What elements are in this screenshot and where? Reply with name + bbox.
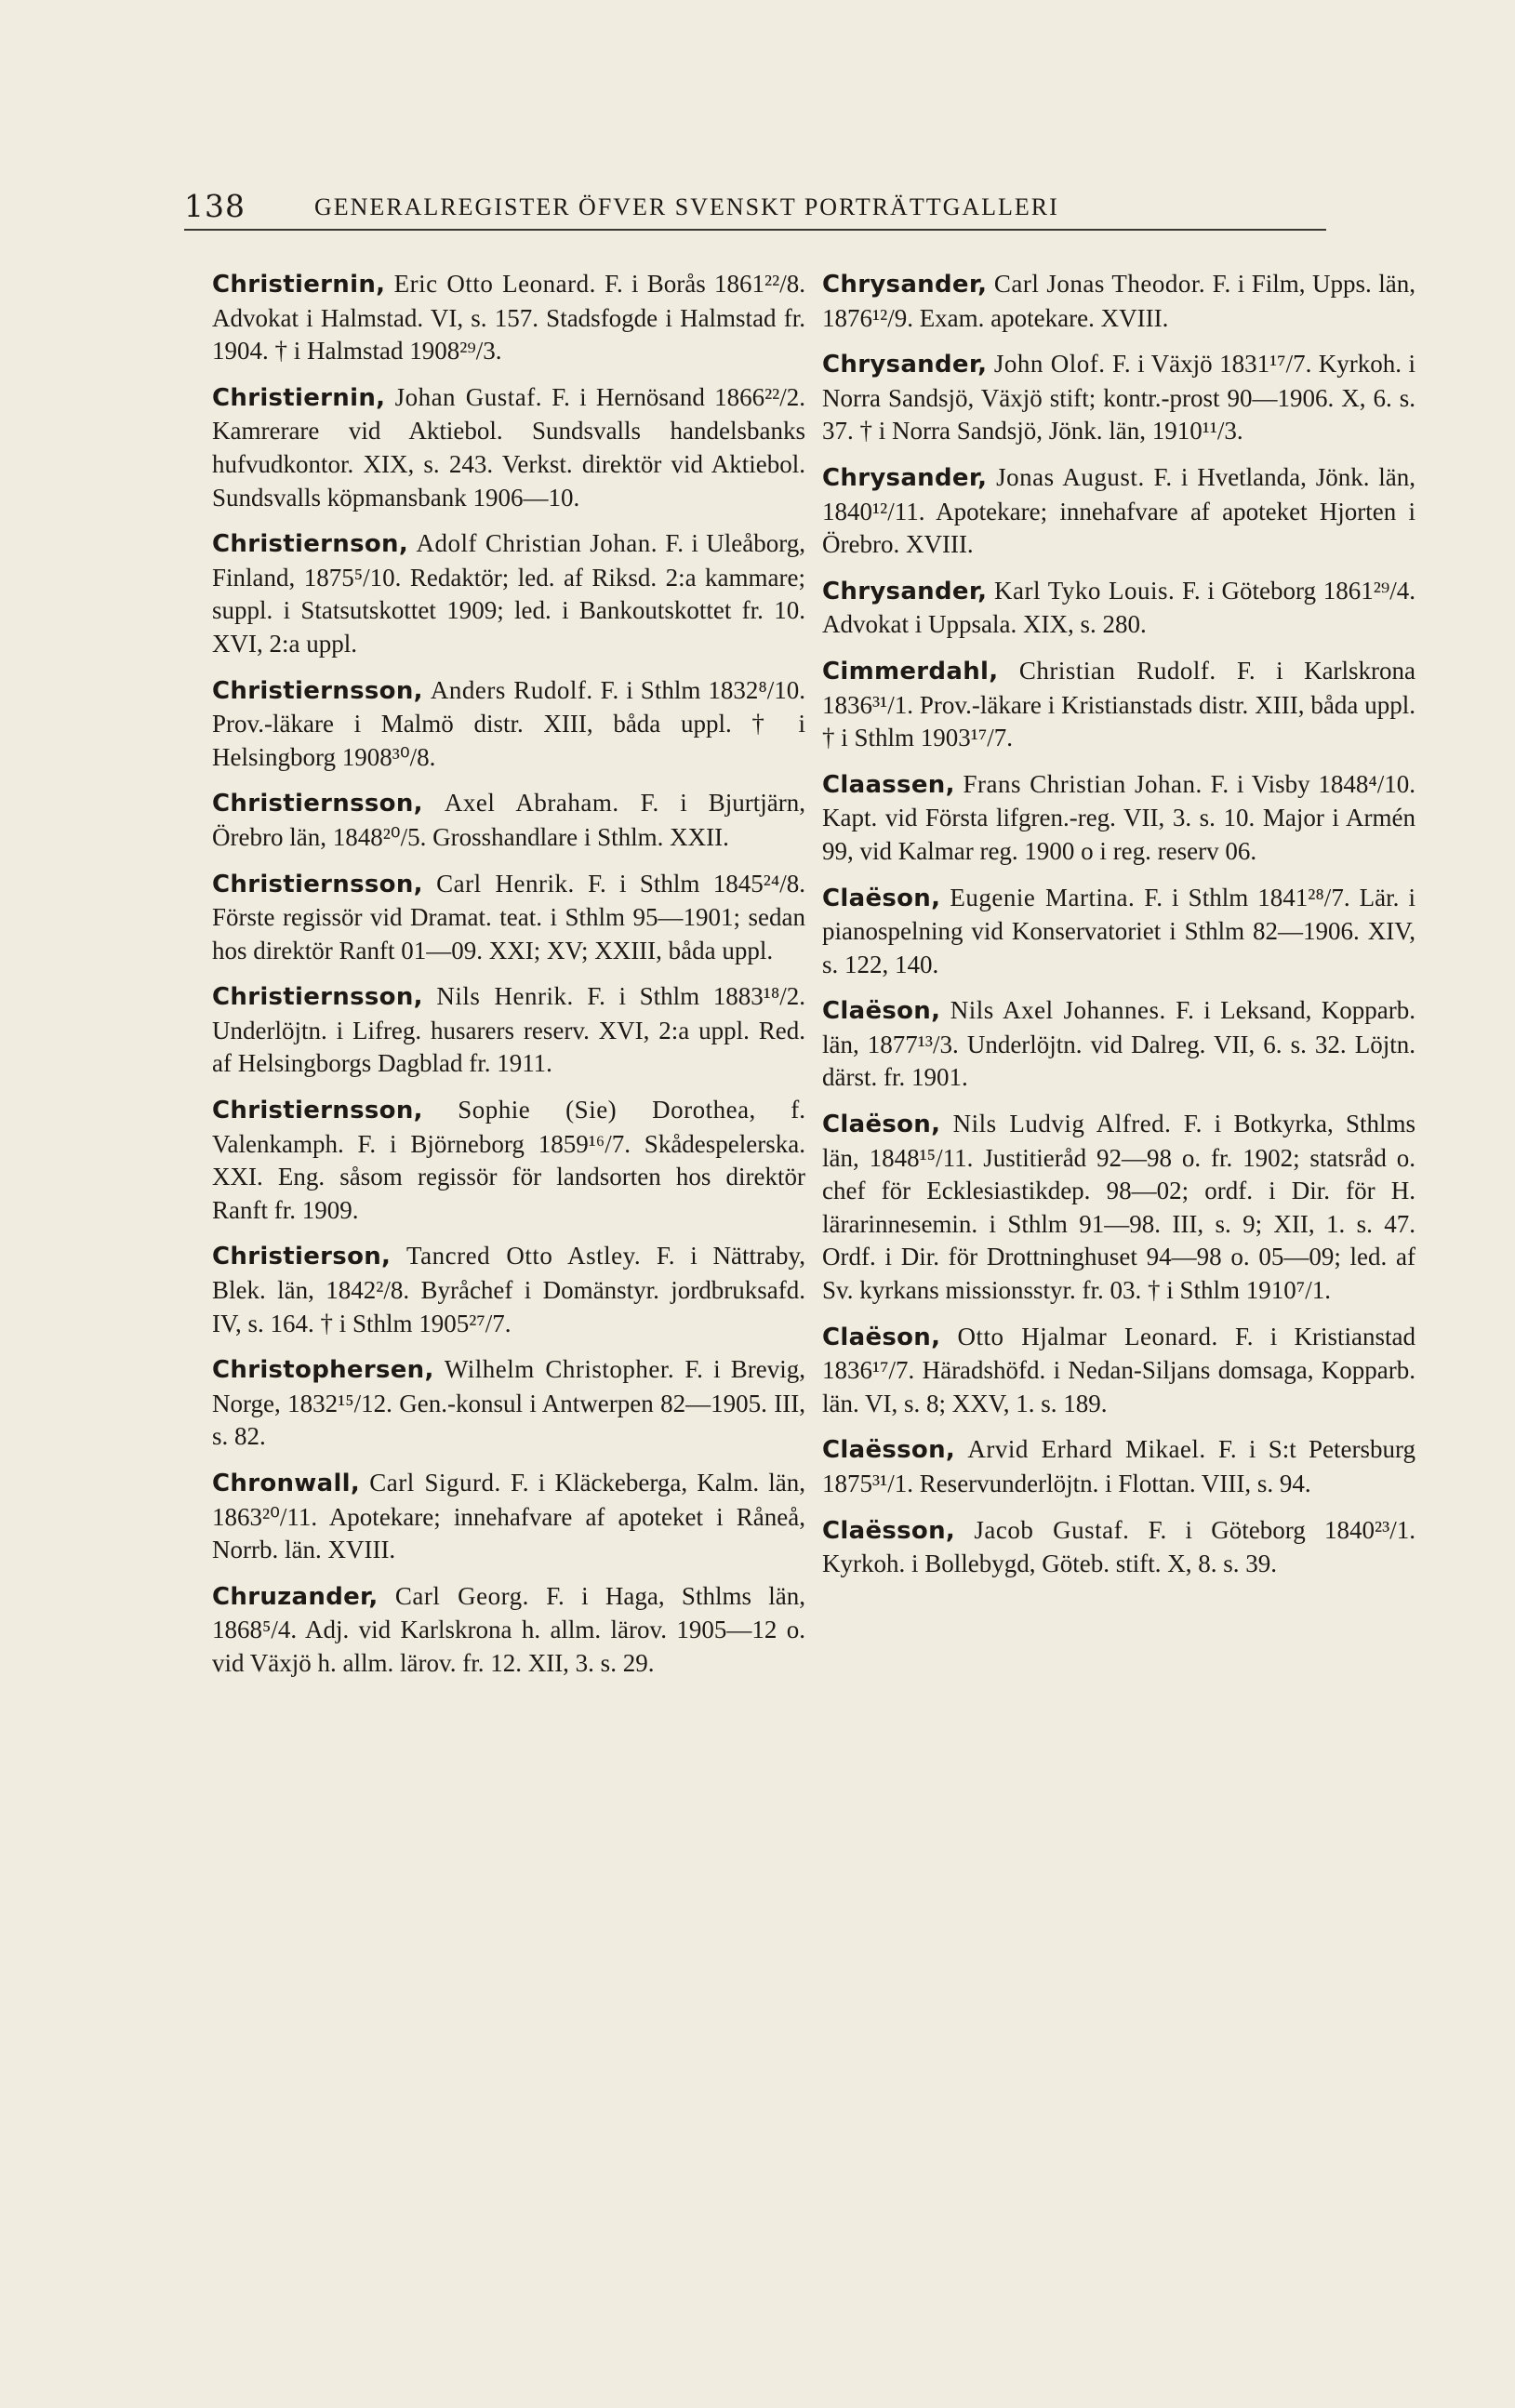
entry-details: F. i Bjurtjärn, Örebro län, 1848²⁰/5. Grosshandlare i Sthlm. XXII.	[212, 789, 806, 851]
right-column	[822, 268, 1415, 1594]
entry-surname: Christiernsson,	[212, 790, 423, 818]
entry-surname: Christiernsson,	[212, 983, 423, 1012]
register-entry	[212, 1094, 805, 1227]
register-entry	[212, 1353, 805, 1454]
entry-given-names: Tancred Otto Astley.	[406, 1242, 642, 1271]
entry-given-names: Axel Abraham.	[444, 789, 619, 818]
entry-given-names: Arvid Erhard Mikael.	[967, 1435, 1206, 1464]
entry-given-names: Carl Henrik.	[436, 869, 575, 898]
entry-surname: Cimmerdahl,	[822, 657, 999, 685]
entry-surname: Christiernsson,	[212, 676, 423, 705]
register-entry	[822, 994, 1415, 1095]
entry-given-names: Sophie (Sie) Dorothea,	[458, 1096, 756, 1124]
register-entry	[822, 655, 1415, 755]
entry-surname: Christierson,	[212, 1243, 392, 1271]
register-entry	[212, 1240, 805, 1340]
register-entry	[212, 1580, 805, 1681]
entry-given-names: Johan Gustaf.	[394, 382, 543, 411]
entry-details: F. i Film, Upps. län, 1876¹²/9. Exam. apotekare. XVIII.	[822, 270, 1416, 332]
entry-surname: Chrysander,	[822, 351, 988, 379]
entry-surname: Claësson,	[822, 1516, 956, 1545]
entry-details: F. i Sthlm 1832⁸/10. Prov.-läkare i Malmö distr. XIII, båda uppl. † i Helsingborg 1908³⁰/8.	[212, 675, 806, 771]
register-entry	[822, 1321, 1415, 1421]
left-column	[212, 268, 805, 1694]
entry-details: F. i Sthlm 1883¹⁸/2. Underlöjtn. i Lifreg. husarers reserv. XVI, 2:a uppl. Red. af Helsingborgs Dagblad fr. 1911.	[212, 982, 805, 1078]
entry-details: F. i Göteborg 1861²⁹/4. Advokat i Uppsala. XIX, s. 280.	[822, 576, 1416, 639]
entry-details: F. i Hvetlanda, Jönk. län, 1840¹²/11. Apotekare; innehafvare af apoteket Hjorten i Örebro. XVIII.	[822, 462, 1415, 559]
entry-given-names: Frans Christian Johan.	[963, 769, 1203, 798]
register-entry	[822, 268, 1415, 335]
entry-surname: Claësson,	[822, 1436, 956, 1465]
entry-given-names: Anders Rudolf.	[430, 675, 593, 704]
entry-given-names: Karl Tyko Louis.	[994, 576, 1176, 605]
entry-given-names: John Olof.	[993, 350, 1106, 379]
register-entry	[212, 527, 805, 660]
register-entry	[822, 1433, 1415, 1500]
register-entry	[822, 882, 1415, 982]
entry-surname: Christiernsson,	[212, 870, 423, 898]
entry-given-names: Jacob Gustaf.	[974, 1515, 1130, 1544]
entry-given-names: Carl Jonas Theodor.	[993, 270, 1206, 298]
entry-given-names: Eugenie Martina.	[950, 883, 1136, 911]
entry-details: F. i S:t Petersburg 1875³¹/1. Reservunderlöjtn. i Flottan. VIII, s. 94.	[822, 1435, 1416, 1497]
entry-given-names: Nils Henrik.	[436, 982, 574, 1011]
entry-surname: Christiernin,	[212, 271, 386, 299]
entry-given-names: Otto Hjalmar Leonard.	[957, 1322, 1218, 1350]
entry-details: f. Valenkamph. F. i Björneborg 1859¹⁶/7. Skådespelerska. XXI. Eng. såsom regissör för landsorten hos direktör Ranft fr. 1909.	[212, 1096, 805, 1224]
entry-details: F. i Haga, Sthlms län, 1868⁵/4. Adj. vid Karlskrona h. allm. lärov. 1905—12 o. vid Växjö h. allm. lärov. fr. 12. XII, 3. s. 29.	[212, 1581, 806, 1677]
entry-details: F. i Uleåborg, Finland, 1875⁵/10. Redaktör; led. af Riksd. 2:a kammare; suppl. i Statsutskottet 1909; led. i Bankoutskottet fr. 10. XVI, 2:a uppl.	[212, 529, 806, 658]
entry-surname: Chrysander,	[822, 463, 988, 492]
register-entry	[822, 768, 1415, 869]
entry-details: F. i Sthlm 1841²⁸/7. Lär. i pianospelning vid Konservatoriet i Sthlm 82—1906. XIV, s. 122, 140.	[822, 883, 1416, 978]
entry-given-names: Christian Rudolf.	[1018, 656, 1216, 685]
register-entry	[212, 1467, 805, 1567]
entry-given-names: Nils Ludvig Alfred.	[952, 1110, 1172, 1138]
entry-given-names: Carl Georg.	[394, 1581, 529, 1610]
entry-given-names: Eric Otto Leonard.	[393, 270, 596, 298]
entry-given-names: Adolf Christian Johan.	[416, 529, 658, 558]
register-entry	[822, 461, 1415, 562]
entry-details: F. i Brevig, Norge, 1832¹⁵/12. Gen.-konsul i Antwerpen 82—1905. III, s. 82.	[212, 1355, 806, 1451]
entry-details: F. i Leksand, Kopparb. län, 1877¹³/3. Underlöjtn. vid Dalreg. VII, 6. s. 32. Löjtn. därst. fr. 1901.	[822, 996, 1416, 1092]
entry-details: F. i Växjö 1831¹⁷/7. Kyrkoh. i Norra Sandsjö, Växjö stift; kontr.-prost 90—1906. X, 6. s. 37. † i Norra Sandsjö, Jönk. län, 1910¹¹/3.	[822, 350, 1416, 446]
entry-details: F. i Sthlm 1845²⁴/8. Förste regissör vid Dramat. teat. i Sthlm 95—1901; sedan hos direktör Ranft 01—09. XXI; XV; XXIII, båda uppl.	[212, 869, 806, 965]
entry-surname: Christiernson,	[212, 530, 409, 559]
entry-details: F. i Hernösand 1866²²/2. Kamrerare vid Aktiebol. Sundsvalls handelsbanks hufvudkontor. XIX, s. 243. Verkst. direktör vid Aktiebol. Sundsvalls köpmansbank 1906—10.	[212, 382, 806, 512]
register-entry	[212, 381, 805, 514]
entry-details: F. i Göteborg 1840²³/1. Kyrkoh. i Bollebygd, Göteb. stift. X, 8. s. 39.	[822, 1515, 1415, 1578]
register-entry	[822, 1108, 1415, 1308]
entry-surname: Christiernin,	[212, 383, 386, 412]
register-entry	[212, 787, 805, 854]
register-entry	[822, 1514, 1415, 1581]
register-entry	[822, 575, 1415, 642]
entry-details: F. i Botkyrka, Sthlms län, 1848¹⁵/11. Justitieråd 92—98 o. fr. 1902; statsråd o. chef för Ecklesiastikdep. 98—02; ordf. i Dir. för H. lärarinnesemin. i Sthlm 91—98. III, s. 9; XII, 1. s. 47. Ordf. i Dir. för Drottninghuset 94—98 o. 05—09; led. af Sv. kyrkans missionsstyr. fr. 03. † i Sthlm 1910⁷/1.	[822, 1110, 1416, 1305]
entry-details: F. i Kristianstad 1836¹⁷/7. Häradshöfd. i Nedan-Siljans domsaga, Kopparb. län. VI, s. 8; XXV, 1. s. 189.	[822, 1322, 1416, 1417]
register-entry	[822, 348, 1415, 448]
running-title: GENERALREGISTER ÖFVER SVENSKT PORTRÄTTGALLERI	[314, 193, 1059, 220]
entry-surname: Chronwall,	[212, 1470, 361, 1497]
entry-surname: Chrysander,	[822, 271, 988, 299]
entry-given-names: Carl Sigurd.	[369, 1469, 501, 1497]
entry-surname: Claëson,	[822, 884, 941, 912]
entry-given-names: Jonas August.	[996, 462, 1145, 491]
register-entry	[212, 268, 805, 368]
entry-details: F. i Borås 1861²²/8. Advokat i Halmstad. VI, s. 157. Stadsfogde i Halmstad fr. 1904. † i Halmstad 1908²⁹/3.	[212, 270, 805, 366]
entry-details: F. i Karlskrona 1836³¹/1. Prov.-läkare i Kristianstads distr. XIII, båda uppl. † i Sthlm 1903¹⁷/7.	[822, 656, 1416, 752]
entry-given-names: Nils Axel Johannes.	[950, 996, 1166, 1025]
register-entry	[212, 674, 805, 775]
entry-given-names: Wilhelm Christopher.	[444, 1355, 675, 1384]
entry-details: F. i Visby 1848⁴/10. Kapt. vid Första lifgren.-reg. VII, 3. s. 10. Major i Armén 99, vid Kalmar reg. 1900 o i reg. reserv 06.	[822, 769, 1416, 865]
entry-surname: Claëson,	[822, 1323, 941, 1351]
entry-surname: Claassen,	[822, 770, 955, 799]
entry-surname: Christophersen,	[212, 1356, 434, 1385]
entry-surname: Chrysander,	[822, 577, 988, 605]
page-header	[184, 184, 1326, 231]
register-entry	[212, 980, 805, 1081]
page-number: 138	[184, 188, 246, 224]
entry-surname: Chruzander,	[212, 1582, 379, 1611]
entry-surname: Claëson,	[822, 997, 941, 1026]
entry-surname: Christiernsson,	[212, 1097, 423, 1125]
entry-details: F. i Kläckeberga, Kalm. län, 1863²⁰/11. Apotekare; innehafvare af apoteket i Råneå, Norrb. län. XVIII.	[212, 1469, 806, 1564]
entry-details: F. i Nättraby, Blek. län, 1842²/8. Byråchef i Domänstyr. jordbruksafd. IV, s. 164. † i Sthlm 1905²⁷/7.	[212, 1242, 806, 1337]
entry-surname: Claëson,	[822, 1111, 941, 1139]
register-entry	[212, 868, 805, 968]
